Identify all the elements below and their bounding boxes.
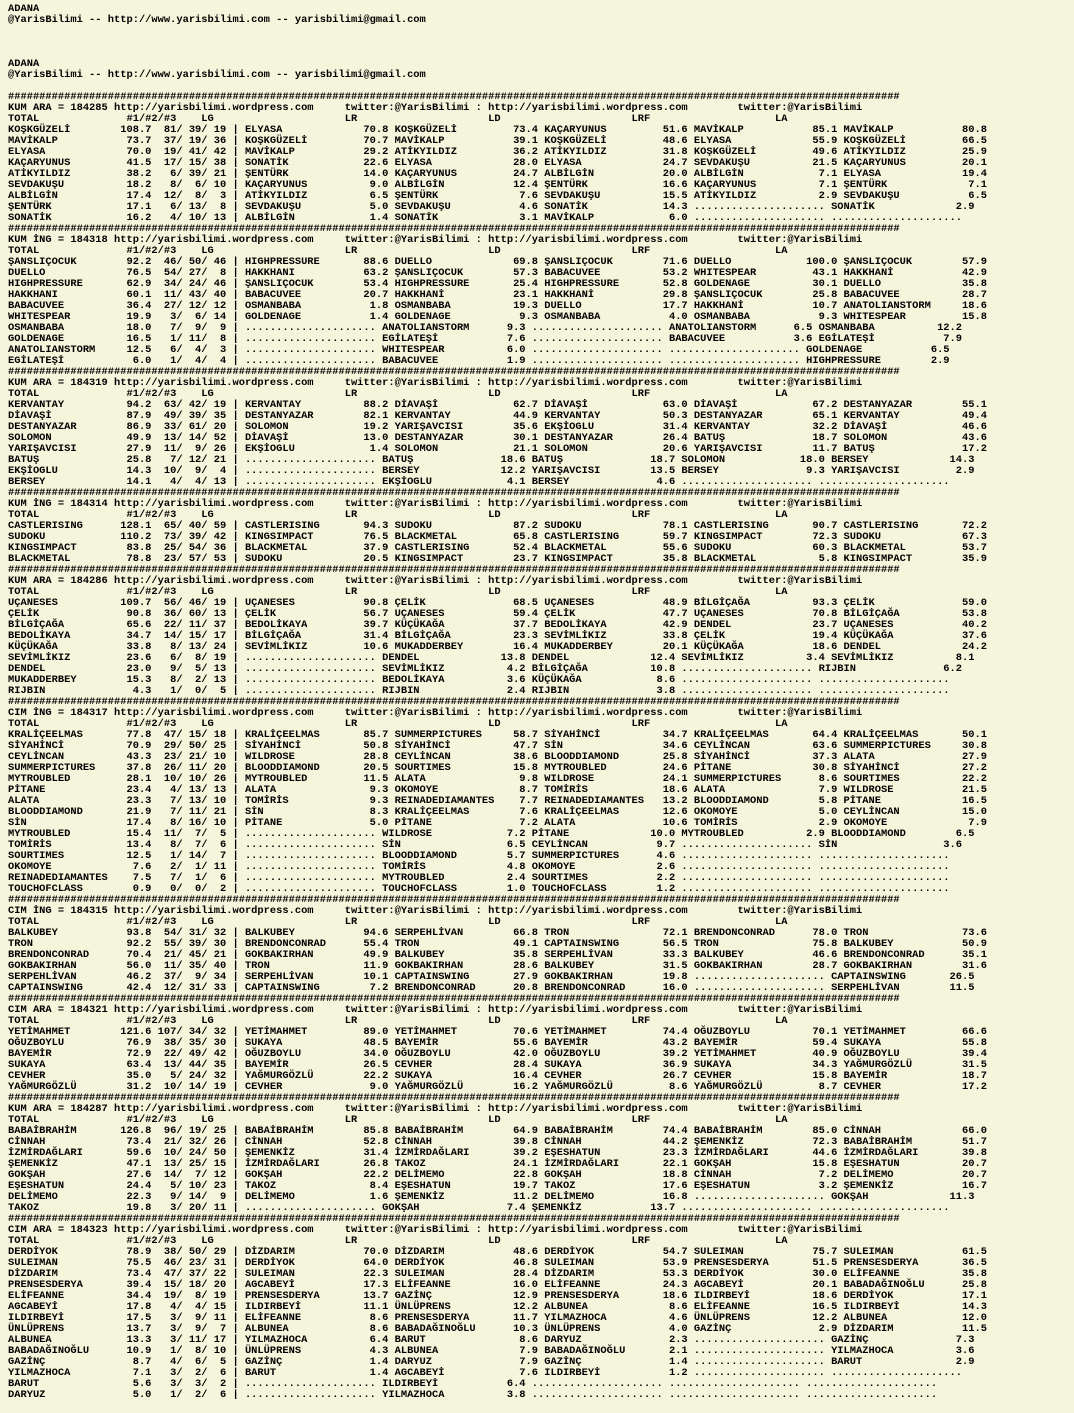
report-line: @YarisBilimi -- http://www.yarisbilimi.com -- yarisbilimi@gmail.com bbox=[8, 14, 426, 26]
report-line: SULEIMAN 75.5 46/ 23/ 31 | DERDİYOK 64.0 DERDİYOK 46.8 SULEIMAN 53.9 PRENSESDERYA 51.5 PRENSESDERYA 36.5 bbox=[8, 1257, 987, 1269]
report-line: TOTAL #1/#2/#3 LG LR LD LRF LA bbox=[8, 916, 788, 928]
report-line: TOTAL #1/#2/#3 LG LR LD LRF LA bbox=[8, 1015, 788, 1027]
report-line: DİAVAŞİ 87.9 49/ 39/ 35 | DESTANYAZAR 82.1 KERVANTAY 44.9 KERVANTAY 50.3 DESTANYAZAR 65.1 KERVANTAY 49.4 bbox=[8, 410, 987, 422]
report-line: TOUCHOFCLASS 0.9 0/ 0/ 2 | ..................... TOUCHOFCLASS 1.0 TOUCHOFCLASS 1.2 ..................... ..................... bbox=[8, 883, 950, 895]
report-line: PRENSESDERYA 39.4 15/ 18/ 20 | AGCABEYİ 17.3 ELİFEANNE 16.0 ELİFEANNE 24.3 AGCABEYİ 20.1 BABADAĞINOĞLU 25.8 bbox=[8, 1279, 987, 1291]
report-line: ############################################################################################################################################### bbox=[8, 1213, 900, 1225]
report-line: BAYEMİR 72.9 22/ 49/ 42 | OĞUZBOYLU 34.0 OĞUZBOYLU 42.0 OĞUZBOYLU 39.2 YETİMAHMET 40.9 OĞUZBOYLU 39.4 bbox=[8, 1048, 987, 1060]
report-line: ŞEMENKİZ 47.1 13/ 25/ 15 | İZMİRDAĞLARI 26.8 TAKOZ 24.1 İZMİRDAĞLARI 22.1 GOKŞAH 15.8 EŞESHATUN 20.7 bbox=[8, 1158, 987, 1170]
report-line: SERPEHLİVAN 46.2 37/ 9/ 34 | SERPEHLİVAN 10.1 CAPTAINSWING 27.9 GOKBAKIRHAN 19.8 ..................... CAPTAINSWING 26.5 bbox=[8, 971, 975, 983]
report-line: ŞENTÜRK 17.1 6/ 13/ 8 | SEVDAKUŞU 5.0 SEVDAKUŞU 4.6 SONATİK 14.3 ..................... SONATİK 2.9 bbox=[8, 201, 975, 213]
report-line: CEYLİNCAN 43.3 23/ 21/ 10 | WILDROSE 28.8 CEYLİNCAN 38.6 BLOODDIAMOND 25.8 SİYAHİNCİ 37.3 ALATA 27.9 bbox=[8, 751, 987, 763]
report-line: TOTAL #1/#2/#3 LG LR LD LRF LA bbox=[8, 113, 788, 125]
report-line: GAZİNÇ 8.7 4/ 6/ 5 | GAZİNÇ 1.4 DARYUZ 7.9 GAZİNÇ 1.4 ..................... BARUT 2.9 bbox=[8, 1356, 975, 1368]
report-line: ############################################################################################################################################### bbox=[8, 366, 900, 378]
report-line: CIM İNG = 184317 http://yarisbilimi.wordpress.com twitter:@YarisBilimi : http://yarisbilimi.wordpress.com twitter:@YarisBilimi bbox=[8, 707, 863, 719]
report-line: ALBİLGİN 17.4 12/ 8/ 3 | ATİKYILDIZ 6.5 ŞENTÜRK 7.6 SEVDAKUŞU 15.5 ATİKYILDIZ 2.9 SEVDAKUŞU 6.5 bbox=[8, 190, 987, 202]
report-line: KRALİÇEELMAS 77.8 47/ 15/ 18 | KRALİÇEELMAS 85.7 SUMMERPICTURES 58.7 SİYAHİNCİ 34.7 KRALİÇEELMAS 64.4 KRALİÇEELMAS 50.1 bbox=[8, 729, 987, 741]
report-line: DENDEL 23.0 9/ 5/ 13 | ..................... SEVİMLİKIZ 4.2 BİLGİÇAĞA 10.8 ..................... RIJBIN 6.2 bbox=[8, 663, 963, 675]
report-line: EŞESHATUN 24.4 5/ 10/ 23 | TAKOZ 8.4 EŞESHATUN 19.7 TAKOZ 17.6 EŞESHATUN 3.2 ŞEMENKİZ 16.7 bbox=[8, 1180, 987, 1192]
report-line: MAVİKALP 73.7 37/ 19/ 36 | KOŞKGÜZELİ 70.7 MAVİKALP 39.1 KOŞKGÜZELİ 48.6 ELYASA 55.9 KOŞKGÜZELİ 66.5 bbox=[8, 135, 987, 147]
report-line: ############################################################################################################################################### bbox=[8, 993, 900, 1005]
report-line: TOMİRİS 13.4 8/ 7/ 6 | ..................... SİN 6.5 CEYLİNCAN 9.7 ..................... SİN 3.6 bbox=[8, 839, 963, 851]
report-line: BLOODDIAMOND 21.9 7/ 11/ 21 | SİN 8.3 KRALİÇEELMAS 7.6 KRALİÇEELMAS 12.6 OKOMOYE 5.0 CEYLİNCAN 15.0 bbox=[8, 806, 987, 818]
report-line: DESTANYAZAR 86.9 33/ 61/ 20 | SOLOMON 19.2 YARIŞAVCISI 35.6 EKŞİOGLU 31.4 KERVANTAY 32.2 DİAVAŞİ 46.6 bbox=[8, 421, 987, 433]
report-line: BERSEY 14.1 4/ 4/ 13 | ..................... EKŞİOGLU 4.1 BERSEY 4.6 ..................... ..................... bbox=[8, 476, 950, 488]
report-line: KUM İNG = 184318 http://yarisbilimi.wordpress.com twitter:@YarisBilimi : http://yarisbilimi.wordpress.com twitter:@YarisBilimi bbox=[8, 234, 863, 246]
report-line: TOTAL #1/#2/#3 LG LR LD LRF LA bbox=[8, 586, 788, 598]
report-line: DELİMEMO 22.3 9/ 14/ 9 | DELİMEMO 1.6 ŞEMENKİZ 11.2 DELİMEMO 16.8 ..................... GOKŞAH 11.3 bbox=[8, 1191, 975, 1203]
report-line: @YarisBilimi -- http://www.yarisbilimi.com -- yarisbilimi@gmail.com bbox=[8, 69, 426, 81]
report-line: KAÇARYUNUS 41.5 17/ 15/ 38 | SONATİK 22.6 ELYASA 28.0 ELYASA 24.7 SEVDAKUŞU 21.5 KAÇARYUNUS 20.1 bbox=[8, 157, 987, 169]
report-line: OKOMOYE 7.6 2/ 1/ 11 | ..................... TOMİRİS 4.8 OKOMOYE 2.6 ..................... ..................... bbox=[8, 861, 950, 873]
report-line: DUELLO 76.5 54/ 27/ 8 | HAKKHANI 63.2 ŞANSLIÇOCUK 57.3 BABACUVEE 53.2 WHITESPEAR 43.1 HAKKHANİ 42.9 bbox=[8, 267, 987, 279]
report-line: ÜNLÜPRENS 13.7 3/ 9/ 7 | ALBUNEA 8.6 BABADAĞINOĞLU 10.3 ÜNLÜPRENS 4.0 GAZİNÇ 2.9 DİZDARIM 11.5 bbox=[8, 1323, 987, 1335]
report-line: REINADEDIAMANTES 7.5 7/ 1/ 6 | ..................... MYTROUBLED 2.4 SOURTIMES 2.2 ..................... ..................... bbox=[8, 872, 950, 884]
report-line: ############################################################################################################################################### bbox=[8, 1092, 900, 1104]
report-line: ############################################################################################################################################### bbox=[8, 894, 900, 906]
report-line: İZMİRDAĞLARI 59.6 10/ 24/ 50 | ŞEMENKİZ 31.4 İZMİRDAĞLARI 39.2 EŞESHATUN 23.3 İZMİRDAĞLARI 44.6 İZMİRDAĞLARI 39.8 bbox=[8, 1147, 987, 1159]
report-line: ALATA 23.3 7/ 13/ 10 | TOMİRİS 9.3 REINADEDIAMANTES 7.7 REINADEDIAMANTES 13.2 BLOODDIAMOND 5.8 PİTANE 16.5 bbox=[8, 795, 987, 807]
report-line: BATUŞ 25.8 7/ 12/ 21 | ..................... BATUŞ 18.6 BATUŞ 18.7 SOLOMON 18.0 BERSEY 14.3 bbox=[8, 454, 975, 466]
report-line: TOTAL #1/#2/#3 LG LR LD LRF LA bbox=[8, 718, 788, 730]
report-line: ############################################################################################################################################### bbox=[8, 91, 900, 103]
report-line: YETİMAHMET 121.6 107/ 34/ 32 | YETİMAHMET 89.0 YETİMAHMET 70.6 YETİMAHMET 74.4 OĞUZBOYLU 70.1 YETİMAHMET 66.6 bbox=[8, 1026, 987, 1038]
report-line: CASTLERISING 128.1 65/ 40/ 59 | CASTLERISING 94.3 SUDOKU 87.2 SUDOKU 78.1 CASTLERISING 90.7 CASTLERISING 72.2 bbox=[8, 520, 987, 532]
report-line: KERVANTAY 94.2 63/ 42/ 19 | KERVANTAY 88.2 DİAVAŞİ 62.7 DİAVAŞİ 63.0 DİAVAŞİ 67.2 DESTANYAZAR 55.1 bbox=[8, 399, 987, 411]
report-line: TAKOZ 19.8 3/ 20/ 11 | ..................... GOKŞAH 7.4 ŞEMENKİZ 13.7 ..................... ..................... bbox=[8, 1202, 950, 1214]
report-line: KOŞKGÜZELİ 108.7 81/ 39/ 19 | ELYASA 70.8 KOŞKGÜZELİ 73.4 KAÇARYUNUS 51.6 MAVİKALP 85.1 MAVİKALP 80.8 bbox=[8, 124, 987, 136]
report-line: ############################################################################################################################################### bbox=[8, 696, 900, 708]
report-line: CEVHER 35.0 5/ 24/ 32 | YAĞMURGÖZLÜ 22.2 SUKAYA 16.4 CEVHER 26.7 CEVHER 15.8 BAYEMİR 18.7 bbox=[8, 1070, 987, 1082]
report-line: PİTANE 23.4 4/ 13/ 13 | ALATA 9.3 OKOMOYE 8.7 TOMİRİS 18.6 ALATA 7.9 WILDROSE 21.5 bbox=[8, 784, 987, 796]
report-line: WHITESPEAR 19.9 3/ 6/ 14 | GOLDENAGE 1.4 GOLDENAGE 9.3 OSMANBABA 4.0 OSMANBABA 9.3 WHITESPEAR 15.8 bbox=[8, 311, 987, 323]
report-line: TOTAL #1/#2/#3 LG LR LD LRF LA bbox=[8, 245, 788, 257]
report-line: KUM ARA = 184285 http://yarisbilimi.wordpress.com twitter:@YarisBilimi : http://yarisbilimi.wordpress.com twitter:@YarisBilimi bbox=[8, 102, 863, 114]
report-line: CAPTAINSWING 42.4 12/ 31/ 33 | CAPTAINSWING 7.2 BRENDONCONRAD 20.8 BRENDONCONRAD 16.0 ..................... SERPEHLİVAN 11.5 bbox=[8, 982, 975, 994]
report-line: CIM İNG = 184315 http://yarisbilimi.wordpress.com twitter:@YarisBilimi : http://yarisbilimi.wordpress.com twitter:@YarisBilimi bbox=[8, 905, 863, 917]
report-line: GOLDENAGE 16.5 1/ 11/ 8 | ..................... EGİLATEŞİ 7.6 ..................... BABACUVEE 3.6 EGİLATEŞİ 7.9 bbox=[8, 333, 963, 345]
report-line: EKŞİOGLU 14.3 10/ 9/ 4 | ..................... BERSEY 12.2 YARIŞAVCISI 13.5 BERSEY 9.3 YARIŞAVCISI 2.9 bbox=[8, 465, 975, 477]
report-line: SUDOKU 110.2 73/ 39/ 42 | KINGSIMPACT 76.5 BLACKMETAL 65.8 CASTLERISING 59.7 KINGSIMPACT 72.3 SUDOKU 67.3 bbox=[8, 531, 987, 543]
report-line: BABACUVEE 36.4 27/ 12/ 12 | OSMANBABA 1.8 OSMANBABA 19.3 DUELLO 17.7 HAKKHANİ 10.7 ANATOLIANSTORM 18.6 bbox=[8, 300, 987, 312]
report-line: MYTROUBLED 15.4 11/ 7/ 5 | ..................... WILDROSE 7.2 PİTANE 10.0 MYTROUBLED 2.9 BLOODDIAMOND 6.5 bbox=[8, 828, 975, 840]
report-line: OSMANBABA 18.0 7/ 9/ 9 | ..................... ANATOLIANSTORM 9.3 ..................... ANATOLIANSTORM 6.5 OSMANBABA 12.2 bbox=[8, 322, 963, 334]
report-line: DERDİYOK 78.9 38/ 50/ 29 | DİZDARIM 70.0 DİZDARIM 48.6 DERDİYOK 54.7 SULEIMAN 75.7 SULEIMAN 61.5 bbox=[8, 1246, 987, 1258]
report-line: ATİKYILDIZ 38.2 6/ 39/ 21 | ŞENTÜRK 14.0 KAÇARYUNUS 24.7 ALBİLGİN 20.0 ALBİLGİN 7.1 ELYASA 19.4 bbox=[8, 168, 987, 180]
report-line: SEVİMLİKIZ 23.6 6/ 8/ 19 | ..................... DENDEL 13.8 DENDEL 12.4 SEVİMLİKIZ 3.4 SEVİMLİKIZ 8.1 bbox=[8, 652, 975, 664]
report-line: EGİLATEŞİ 6.0 1/ 4/ 4 | ..................... BABACUVEE 1.9 ..................... ..................... HIGHPRESSURE 2.9 bbox=[8, 355, 950, 367]
report-line: GOKBAKIRHAN 56.0 11/ 35/ 40 | TRON 11.9 GOKBAKIRHAN 28.6 BALKUBEY 31.5 GOKBAKIRHAN 28.7 GOKBAKIRHAN 31.6 bbox=[8, 960, 987, 972]
report-line: ILDIRBEYİ 17.5 3/ 9/ 11 | ELİFEANNE 8.6 PRENSESDERYA 11.7 YILMAZHOCA 4.6 ÜNLÜPRENS 12.2 ALBUNEA 12.0 bbox=[8, 1312, 987, 1324]
report-line: YAĞMURGÖZLÜ 31.2 10/ 14/ 19 | CEVHER 9.0 YAĞMURGÖZLÜ 16.2 YAĞMURGÖZLÜ 8.6 YAĞMURGÖZLÜ 8.7 CEVHER 17.2 bbox=[8, 1081, 987, 1093]
report-line: BEDOLİKAYA 34.7 14/ 15/ 17 | BİLGİÇAĞA 31.4 BİLGİÇAĞA 23.3 SEVİMLİKIZ 33.8 ÇELİK 19.4 KÜÇÜKAĞA 37.6 bbox=[8, 630, 987, 642]
report-line: KUM İNG = 184314 http://yarisbilimi.wordpress.com twitter:@YarisBilimi : http://yarisbilimi.wordpress.com twitter:@YarisBilimi bbox=[8, 498, 863, 510]
report-line: TOTAL #1/#2/#3 LG LR LD LRF LA bbox=[8, 1235, 788, 1247]
report-line: TOTAL #1/#2/#3 LG LR LD LRF LA bbox=[8, 388, 788, 400]
report-line: ############################################################################################################################################### bbox=[8, 564, 900, 576]
report-line: SİYAHİNCİ 70.9 29/ 50/ 25 | SİYAHİNCİ 50.8 SİYAHİNCİ 47.7 SİN 34.6 CEYLİNCAN 63.6 SUMMERPICTURES 30.8 bbox=[8, 740, 987, 752]
report-line: ############################################################################################################################################### bbox=[8, 487, 900, 499]
report-line: ELYASA 70.0 19/ 41/ 42 | MAVİKALP 29.2 ATİKYILDIZ 36.2 ATİKYILDIZ 31.8 KOŞKGÜZELİ 49.6 ATİKYILDIZ 25.9 bbox=[8, 146, 987, 158]
report-line: BALKUBEY 93.8 54/ 31/ 32 | BALKUBEY 94.6 SERPEHLİVAN 66.8 TRON 72.1 BRENDONCONRAD 78.0 TRON 73.6 bbox=[8, 927, 987, 939]
report-line: SİN 17.4 8/ 16/ 10 | PİTANE 5.0 PİTANE 7.2 ALATA 10.6 TOMİRİS 2.9 OKOMOYE 7.9 bbox=[8, 817, 987, 829]
report-line: ŞANSLIÇOCUK 92.2 46/ 50/ 46 | HIGHPRESSURE 88.6 DUELLO 69.8 ŞANSLIÇOCUK 71.6 DUELLO 100.0 ŞANSLIÇOCUK 57.9 bbox=[8, 256, 987, 268]
report-line: MUKADDERBEY 15.3 8/ 2/ 13 | ..................... BEDOLİKAYA 3.6 KÜÇÜKAĞA 8.6 ..................... ..................... bbox=[8, 674, 950, 686]
report-line: DİZDARIM 73.4 47/ 37/ 22 | SULEIMAN 22.3 SULEIMAN 28.4 DİZDARIM 53.3 DERDİYOK 30.0 ELİFEANNE 35.8 bbox=[8, 1268, 987, 1280]
report-line: SUKAYA 63.4 13/ 44/ 35 | BAYEMİR 26.5 CEVHER 28.4 SUKAYA 36.9 SUKAYA 34.3 YAĞMURGÖZLÜ 31.5 bbox=[8, 1059, 987, 1071]
report-line: BLACKMETAL 78.8 23/ 57/ 53 | SUDOKU 20.5 KINGSIMPACT 23.7 KINGSIMPACT 35.8 BLACKMETAL 5.8 KINGSIMPACT 35.9 bbox=[8, 553, 987, 565]
report-line: SUMMERPICTURES 37.8 26/ 11/ 20 | BLOODDIAMOND 20.5 SOURTIMES 15.8 MYTROUBLED 24.6 PİTANE 30.8 SİYAHİNCİ 27.2 bbox=[8, 762, 987, 774]
report-line: KÜÇÜKAĞA 33.8 8/ 13/ 24 | SEVİMLİKIZ 10.6 MUKADDERBEY 16.4 MUKADDERBEY 20.1 KÜÇÜKAĞA 18.6 DENDEL 24.2 bbox=[8, 641, 987, 653]
report-line bbox=[8, 37, 1074, 48]
report-line: KINGSIMPACT 83.8 25/ 54/ 36 | BLACKMETAL 37.9 CASTLERISING 52.4 BLACKMETAL 55.6 SUDOKU 60.3 BLACKMETAL 53.7 bbox=[8, 542, 987, 554]
report-line: TOTAL #1/#2/#3 LG LR LD LRF LA bbox=[8, 509, 788, 521]
report-line: SONATİK 16.2 4/ 10/ 13 | ALBİLGİN 1.4 SONATİK 3.1 MAVİKALP 6.0 ..................... ..................... bbox=[8, 212, 963, 224]
report-line: KUM ARA = 184286 http://yarisbilimi.wordpress.com twitter:@YarisBilimi : http://yarisbilimi.wordpress.com twitter:@YarisBilimi bbox=[8, 575, 863, 587]
report-line: AGCABEYİ 17.8 4/ 4/ 15 | ILDIRBEYİ 11.1 ÜNLÜPRENS 12.2 ALBUNEA 8.6 ELİFEANNE 16.5 ILDIRBEYİ 14.3 bbox=[8, 1301, 987, 1313]
report-line: MYTROUBLED 28.1 10/ 10/ 26 | MYTROUBLED 11.5 ALATA 9.8 WILDROSE 24.1 SUMMERPICTURES 8.6 SOURTIMES 22.2 bbox=[8, 773, 987, 785]
report-line: TOTAL #1/#2/#3 LG LR LD LRF LA bbox=[8, 1114, 788, 1126]
report-line: ANATOLIANSTORM 12.5 6/ 4/ 3 | ..................... WHITESPEAR 6.0 ..................... ..................... GOLDENAGE 6.5 bbox=[8, 344, 950, 356]
report-line: HAKKHANI 60.1 11/ 43/ 40 | BABACUVEE 20.7 HAKKHANİ 23.1 HAKKHANİ 29.8 ŞANSLIÇOCUK 25.8 BABACUVEE 28.7 bbox=[8, 289, 987, 301]
report-line: KUM ARA = 184287 http://yarisbilimi.wordpress.com twitter:@YarisBilimi : http://yarisbilimi.wordpress.com twitter:@YarisBilimi bbox=[8, 1103, 863, 1115]
report-line: ALBUNEA 13.3 3/ 11/ 17 | YILMAZHOCA 6.4 BARUT 8.6 DARYUZ 2.3 ..................... GAZİNÇ 7.3 bbox=[8, 1334, 975, 1346]
report-line: SEVDAKUŞU 18.2 8/ 6/ 10 | KAÇARYUNUS 9.0 ALBİLGİN 12.4 ŞENTÜRK 16.6 KAÇARYUNUS 7.1 ŞENTÜRK 7.1 bbox=[8, 179, 987, 191]
report-line: ADANA bbox=[8, 3, 40, 15]
report-line: UÇANESES 109.7 56/ 46/ 19 | UÇANESES 90.8 ÇELİK 68.5 UÇANESES 48.9 BİLGİÇAĞA 93.3 ÇELİK 59.0 bbox=[8, 597, 987, 609]
report-line: CIM ARA = 184323 http://yarisbilimi.wordpress.com twitter:@YarisBilimi : http://yarisbilimi.wordpress.com twitter:@YarisBilimi bbox=[8, 1224, 863, 1236]
report-line: SOLOMON 49.9 13/ 14/ 52 | DİAVAŞİ 13.0 DESTANYAZAR 30.1 DESTANYAZAR 26.4 BATUŞ 18.7 SOLOMON 43.6 bbox=[8, 432, 987, 444]
report-line: BABAİBRAHİM 126.8 96/ 19/ 25 | BABAİBRAHİM 85.8 BABAİBRAHİM 64.9 BABAİBRAHİM 74.4 BABAİBRAHİM 85.0 CİNNAH 66.0 bbox=[8, 1125, 987, 1137]
report-line: CİNNAH 73.4 21/ 32/ 26 | CİNNAH 52.8 CİNNAH 39.8 CİNNAH 44.2 ŞEMENKİZ 72.3 BABAİBRAHİM 51.7 bbox=[8, 1136, 987, 1148]
report-line: ADANA bbox=[8, 58, 40, 70]
report-line: ÇELİK 90.8 36/ 60/ 13 | ÇELİK 56.7 UÇANESES 59.4 ÇELİK 47.7 UÇANESES 70.8 BİLGİÇAĞA 53.8 bbox=[8, 608, 987, 620]
report-line: BRENDONCONRAD 70.4 21/ 45/ 21 | GOKBAKIRHAN 49.9 BALKUBEY 35.8 SERPEHLİVAN 33.3 BALKUBEY 46.6 BRENDONCONRAD 35.1 bbox=[8, 949, 987, 961]
report-line: GOKŞAH 27.6 14/ 7/ 12 | GOKŞAH 22.2 DELİMEMO 22.8 GOKŞAH 18.8 CİNNAH 7.2 DELİMEMO 20.7 bbox=[8, 1169, 987, 1181]
report-line bbox=[8, 26, 1074, 37]
report-line: TRON 92.2 55/ 39/ 30 | BRENDONCONRAD 55.4 TRON 49.1 CAPTAINSWING 56.5 TRON 75.8 BALKUBEY 50.9 bbox=[8, 938, 987, 950]
report-line: KUM ARA = 184319 http://yarisbilimi.wordpress.com twitter:@YarisBilimi : http://yarisbilimi.wordpress.com twitter:@YarisBilimi bbox=[8, 377, 863, 389]
report-line: RIJBIN 4.3 1/ 0/ 5 | ..................... RIJBIN 2.4 RIJBIN 3.8 ..................... ..................... bbox=[8, 685, 950, 697]
report-line: CIM ARA = 184321 http://yarisbilimi.wordpress.com twitter:@YarisBilimi : http://yarisbilimi.wordpress.com twitter:@YarisBilimi bbox=[8, 1004, 863, 1016]
report-line: ############################################################################################################################################### bbox=[8, 223, 900, 235]
report-line: OĞUZBOYLU 76.9 38/ 35/ 30 | SUKAYA 48.5 BAYEMİR 55.6 BAYEMİR 43.2 BAYEMİR 59.4 SUKAYA 55.8 bbox=[8, 1037, 987, 1049]
report-line: BABADAĞINOĞLU 10.9 1/ 8/ 10 | ÜNLÜPRENS 4.3 ALBUNEA 7.9 BABADAĞINOĞLU 2.1 ..................... YILMAZHOCA 3.6 bbox=[8, 1345, 975, 1357]
report-line: ELİFEANNE 34.4 19/ 8/ 19 | PRENSESDERYA 13.7 GAZİNÇ 12.9 PRENSESDERYA 18.6 ILDIRBEYİ 18.6 DERDİYOK 17.1 bbox=[8, 1290, 987, 1302]
report-line: BİLGİÇAĞA 65.6 22/ 11/ 37 | BEDOLİKAYA 39.7 KÜÇÜKAĞA 37.7 BEDOLİKAYA 42.9 DENDEL 23.7 UÇANESES 40.2 bbox=[8, 619, 987, 631]
report-line: SOURTIMES 12.5 1/ 14/ 7 | ..................... BLOODDIAMOND 5.7 SUMMERPICTURES 4.6 ..................... ..................... bbox=[8, 850, 950, 862]
report-line bbox=[8, 48, 1074, 59]
report-line: DARYUZ 5.0 1/ 2/ 6 | ..................... YILMAZHOCA 3.8 ..................... ..................... ..................... bbox=[8, 1389, 938, 1401]
report-line: YARIŞAVCISI 27.9 11/ 9/ 26 | EKŞİOGLU 1.4 SOLOMON 21.1 SOLOMON 20.6 YARIŞAVCISI 11.7 BATUŞ 17.2 bbox=[8, 443, 987, 455]
report-line: HIGHPRESSURE 62.9 34/ 24/ 46 | ŞANSLIÇOCUK 53.4 HIGHPRESSURE 25.4 HIGHPRESSURE 52.8 GOLDENAGE 30.1 DUELLO 35.8 bbox=[8, 278, 987, 290]
report-line: YILMAZHOCA 7.1 3/ 2/ 6 | BARUT 1.4 AGCABEYİ 7.6 ILDIRBEYİ 1.2 ..................... ..................... bbox=[8, 1367, 963, 1379]
report-line: BARUT 5.6 3/ 3/ 2 | ..................... ILDIRBEYİ 6.4 ..................... ..................... ..................... bbox=[8, 1378, 938, 1390]
